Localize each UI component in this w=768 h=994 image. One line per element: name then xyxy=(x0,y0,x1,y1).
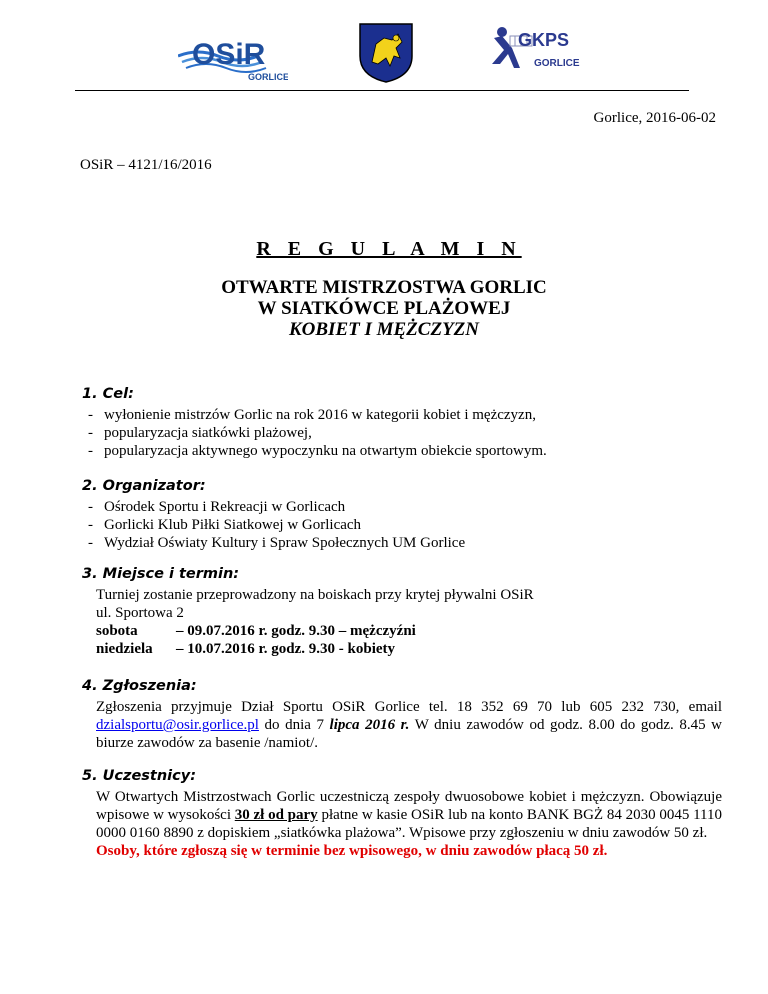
organizator-list xyxy=(82,498,722,552)
section-heading: 4. Zgłoszenia: xyxy=(82,678,197,694)
gkps-logo xyxy=(484,24,594,82)
venue-address: ul. Sportowa 2 xyxy=(96,605,184,621)
section-zgloszenia xyxy=(82,678,722,752)
email-link[interactable]: dzialsportu@osir.gorlice.pl xyxy=(96,717,259,733)
title-block xyxy=(0,238,768,340)
late-fee-warning: Osoby, które zgłoszą się w terminie bez wpisowego, w dniu zawodów płacą 50 zł. xyxy=(96,843,608,859)
text-segment: W Otwartych Mistrzostwach Gorlic uczestniczą zespoły dwuosobowe kobiet i mężczyzn. Obowiązuje wpisowe w wysokości xyxy=(96,789,722,823)
text-segment: do dnia 7 xyxy=(258,717,330,733)
list-item: - wyłonienie mistrzów Gorlic na rok 2016 w kategorii kobiet i mężczyzn, xyxy=(82,406,722,424)
schedule-text: – 10.07.2016 r. godz. 9.30 - kobiety xyxy=(176,641,396,657)
schedule-day: sobota xyxy=(96,623,138,639)
section-heading: 5. Uczestnicy: xyxy=(82,768,196,784)
list-item: - Ośrodek Sportu i Rekreacji w Gorlicach xyxy=(82,498,722,516)
schedule-day: niedziela xyxy=(96,641,153,657)
entry-fee: 30 zł od pary xyxy=(234,807,318,823)
event-title-line3: KOBIET I MĘŻCZYZN xyxy=(288,319,480,340)
event-title-line2: W SIATKÓWCE PLAŻOWEJ xyxy=(257,298,511,319)
cel-list xyxy=(82,406,722,460)
venue-text: Turniej zostanie przeprowadzony na boiskach przy krytej pływalni OSiR xyxy=(96,587,534,603)
section-heading: 1. Cel: xyxy=(82,386,134,402)
gkps-logo-text: GKPS xyxy=(518,30,570,50)
logo-row xyxy=(0,20,768,86)
registration-text xyxy=(82,698,722,752)
deadline-date: lipca 2016 r. xyxy=(329,717,410,733)
document-reference: OSiR – 4121/16/2016 xyxy=(80,157,212,173)
text-segment: W dniu zawodów od godz. 8.00 do godz. 8.45 w biurze zawodów za basenie /namiot/. xyxy=(96,717,722,751)
schedule-sunday xyxy=(82,640,722,658)
list-item: - popularyzacja aktywnego wypoczynku na otwartym obiekcie sportowym. xyxy=(82,442,722,460)
regulation-title: R E G U L A M I N xyxy=(256,238,522,260)
osir-logo-subtext: GORLICE xyxy=(248,72,288,82)
document-date: Gorlice, 2016-06-02 xyxy=(593,110,716,126)
osir-logo-text: OSiR xyxy=(192,38,266,71)
section-cel xyxy=(82,386,722,460)
gkps-logo-subtext: GORLICE xyxy=(534,58,580,69)
section-miejsce xyxy=(82,566,722,658)
header-divider xyxy=(75,90,689,91)
participants-text xyxy=(82,788,722,842)
list-item: - popularyzacja siatkówki plażowej, xyxy=(82,424,722,442)
event-title-line1: OTWARTE MISTRZOSTWA GORLIC xyxy=(221,277,547,298)
schedule-saturday xyxy=(82,622,722,640)
section-organizator xyxy=(82,478,722,552)
section-heading: 2. Organizator: xyxy=(82,478,206,494)
section-heading: 3. Miejsce i termin: xyxy=(82,566,240,582)
list-item: - Gorlicki Klub Piłki Siatkowej w Gorlicach xyxy=(82,516,722,534)
list-item: - Wydział Oświaty Kultury i Spraw Społecznych UM Gorlice xyxy=(82,534,722,552)
text-segment: płatne w kasie OSiR lub na konto BANK BGŻ 84 2030 0045 1110 0000 0160 8890 z dopiskiem „siatkówka plażowa”. Wpisowe przy zgłoszeniu w dniu zawodów 50 zł. xyxy=(96,807,722,841)
text-segment: Zgłoszenia przyjmuje Dział Sportu OSiR Gorlice tel. 18 352 69 70 lub 605 232 730, email xyxy=(96,699,722,715)
schedule-text: – 09.07.2016 r. godz. 9.30 – mężczyźni xyxy=(176,623,416,639)
gorlice-crest-emblem xyxy=(358,22,414,84)
osir-logo xyxy=(178,26,288,84)
section-uczestnicy xyxy=(82,768,722,860)
